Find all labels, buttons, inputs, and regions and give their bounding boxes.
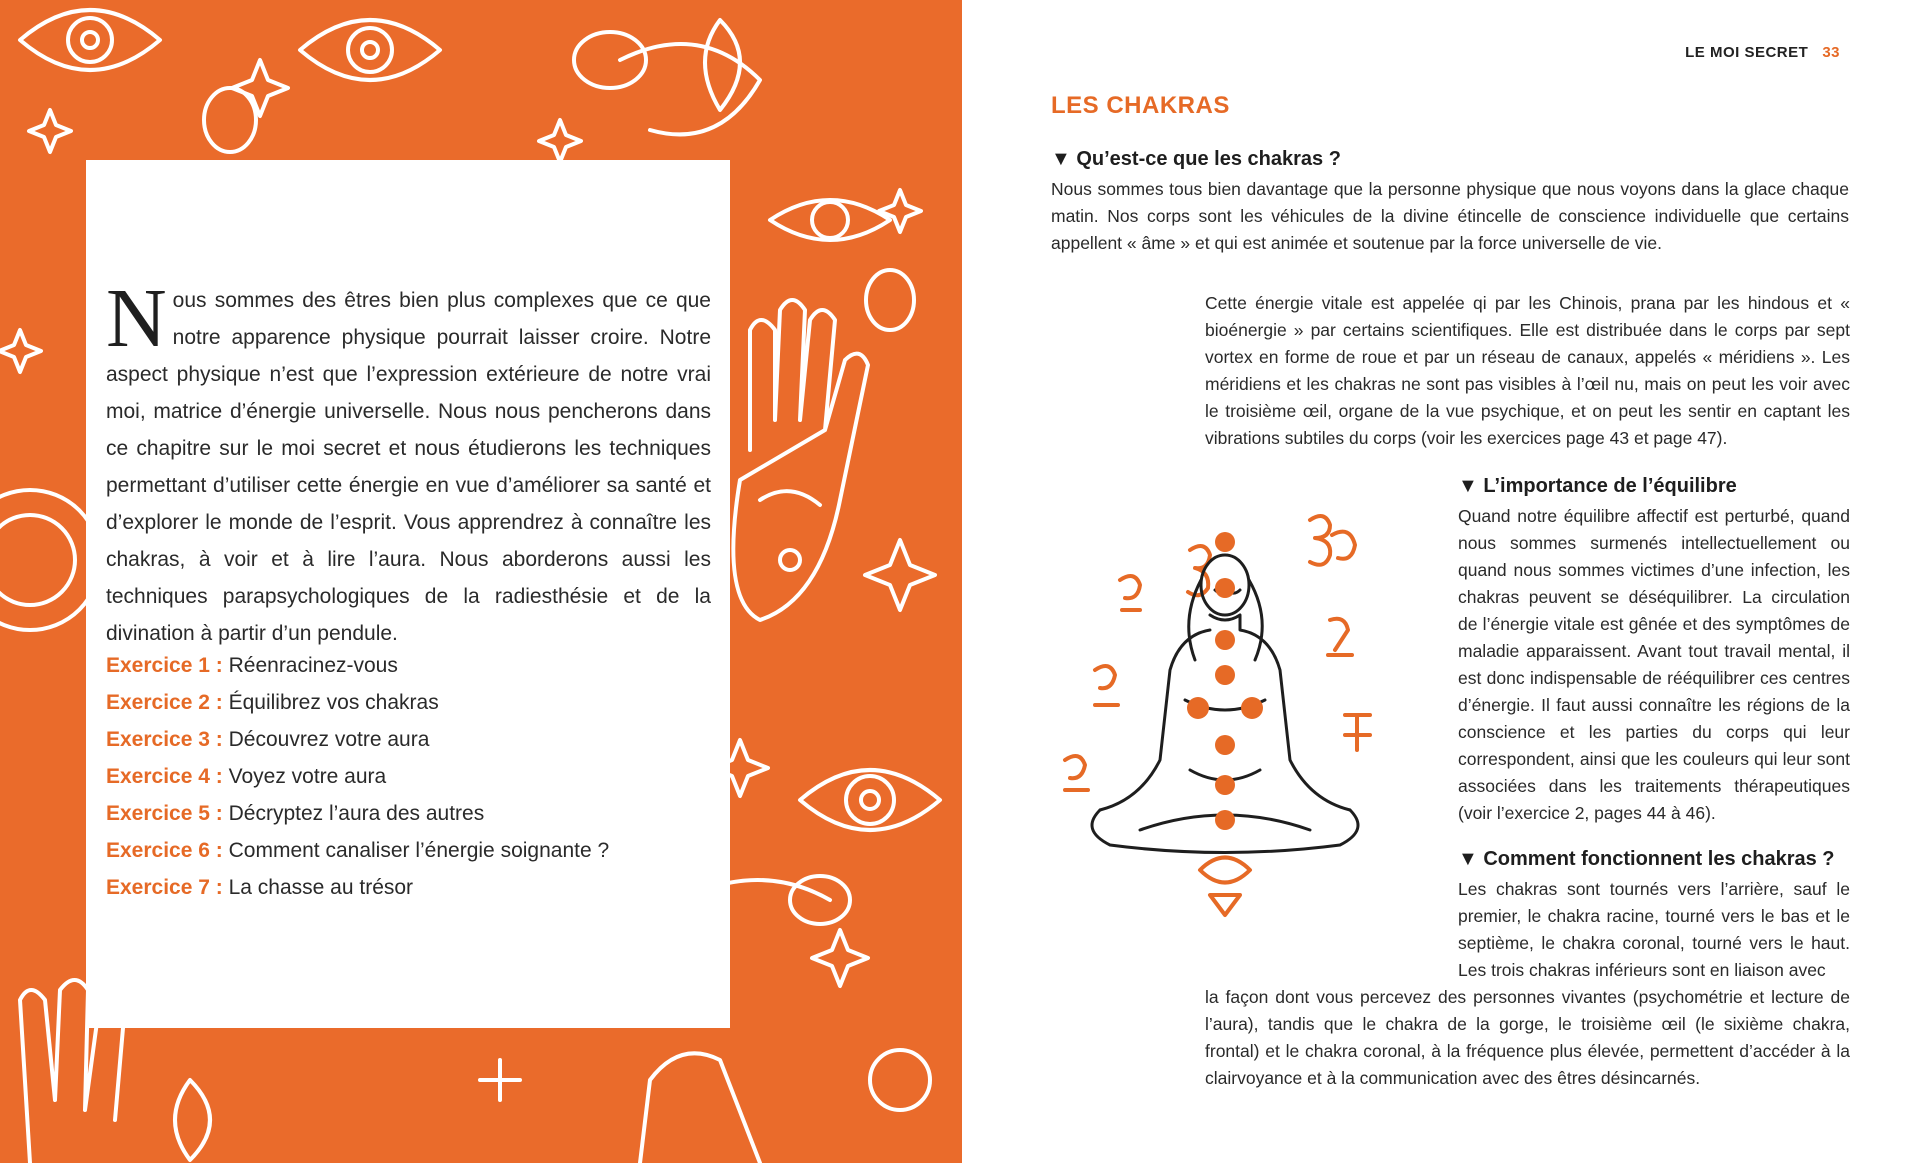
star-icon	[539, 120, 581, 162]
meditating-figure	[1060, 500, 1390, 920]
subheading-what-are-chakras: ▼ Qu’est-ce que les chakras ?	[1051, 148, 1341, 170]
paragraph-4a: Les chakras sont tournés vers l’arrière, sauf le premier, le chakra racine, tourné vers le bas et le septième, le chakra coronal, tourné vers le haut. Les trois chakras inférieurs sont en liaison avec	[1458, 879, 1850, 980]
exercise-title: Voyez votre aura	[228, 765, 387, 788]
paragraph-2: Cette énergie vitale est appelée qi par les Chinois, prana par les hindous et « bioénergie » par certains scientifiques. Elle est distribuée dans le corps par sept vortex en forme de roue et par un réseau de canaux, appelés « méridiens ». Les méridiens et les chakras ne sont pas visibles à l’œil nu, mais on peut les voir avec le troisième œil, organe de la vue psychique, et on peut les sentir en captant les vibrations subtiles du corps (voir les exercices page 43 et page 47).	[1205, 293, 1850, 448]
intro-paragraph	[106, 272, 711, 652]
exercise-label: Exercice 4 :	[106, 765, 223, 788]
list-item	[106, 758, 609, 795]
eye-icon	[300, 20, 440, 80]
list-item	[106, 832, 609, 869]
paragraph-3: Quand notre équilibre affectif est perturbé, quand nous sommes surmenés intellectuellement ou quand nous sommes victimes d’une infection, les chakras peuvent se déséquilibrer. La circulation de l’énergie vitale est gênée et des symptômes de maladie apparaissent. Avant tout travail mental, il est donc indispensable de rééquilibrer ces centres d’énergie. Il faut aussi connaître les régions de la conscience et les parties du corps qui leur correspondent, ainsi que les couleurs qui leur sont associées dans les traitements thérapeutiques (voir l’exercice 2, pages 44 à 46).	[1458, 506, 1850, 823]
drop-cap: N	[106, 272, 167, 365]
star-icon	[29, 110, 71, 152]
star-icon	[0, 330, 41, 372]
hand-icon	[733, 300, 868, 620]
running-head-title: LE MOI SECRET	[1685, 44, 1809, 61]
subheading-balance: ▼ L’importance de l’équilibre	[1458, 475, 1737, 497]
exercise-label: Exercice 1 :	[106, 654, 223, 677]
star-icon	[812, 930, 868, 986]
exercise-label: Exercice 3 :	[106, 728, 223, 751]
running-head	[1685, 44, 1840, 61]
list-item	[106, 721, 609, 758]
eye-icon	[20, 10, 160, 70]
star-icon	[879, 190, 921, 232]
paragraph-4b: la façon dont vous percevez des personnes vivantes (psychométrie et lecture de l’aura), tandis que le chakra de la gorge, le troisième œil (le sixième chakra, frontal) et le chakra coronal, à la fréquence plus élevée, permettent d’accéder à la clairvoyance et à la communication avec des êtres désincarnés.	[1205, 987, 1850, 1088]
intro-text: ous sommes des êtres bien plus complexes que ce que notre apparence physique pourrait laisser croire. Notre aspect physique n’est que l’expression extérieure de notre vrai moi, matrice d’énergie universelle. Nous nous pencherons dans ce chapitre sur le moi secret et nous étudierons les techniques permettant d’utiliser cette énergie en vue d’améliorer sa santé et d’explorer le monde de l’esprit. Vous apprendrez à connaître les chakras, à voir et à lire l’aura. Nous aborderons aussi les techniques parapsychologiques de la radiesthésie et de la divination à partir d’un pendule.	[106, 289, 711, 645]
list-item	[106, 795, 609, 832]
exercise-title: Réenracinez-vous	[228, 654, 398, 677]
exercise-label: Exercice 6 :	[106, 839, 223, 862]
section-title: LES CHAKRAS	[1051, 92, 1230, 119]
exercise-title: Comment canaliser l’énergie soignante ?	[228, 839, 610, 862]
star-icon	[865, 540, 935, 610]
exercise-list	[106, 647, 609, 906]
list-item	[106, 869, 609, 906]
subheading-how-chakras-work: ▼ Comment fonctionnent les chakras ?	[1458, 848, 1835, 870]
exercise-label: Exercice 7 :	[106, 876, 223, 899]
eye-icon	[800, 770, 940, 830]
om-symbol-icon	[1310, 516, 1355, 565]
exercise-title: Équilibrez vos chakras	[228, 691, 439, 714]
page-number: 33	[1822, 44, 1840, 61]
list-item	[106, 684, 609, 721]
paragraph-1: Nous sommes tous bien davantage que la personne physique que nous voyons dans la glace chaque matin. Nos corps sont les véhicules de la divine étincelle de conscience individuelle que certains appellent « âme » et qui est animée et soutenue par la force universelle de vie.	[1051, 179, 1849, 253]
exercise-label: Exercice 2 :	[106, 691, 223, 714]
intro-box	[86, 160, 730, 1028]
hand-icon	[640, 1053, 760, 1163]
eye-icon	[770, 200, 890, 240]
exercise-label: Exercice 5 :	[106, 802, 223, 825]
star-icon	[232, 60, 288, 116]
exercise-title: Décryptez l’aura des autres	[228, 802, 485, 825]
exercise-title: Découvrez votre aura	[228, 728, 430, 751]
exercise-title: La chasse au trésor	[228, 876, 414, 899]
list-item	[106, 647, 609, 684]
